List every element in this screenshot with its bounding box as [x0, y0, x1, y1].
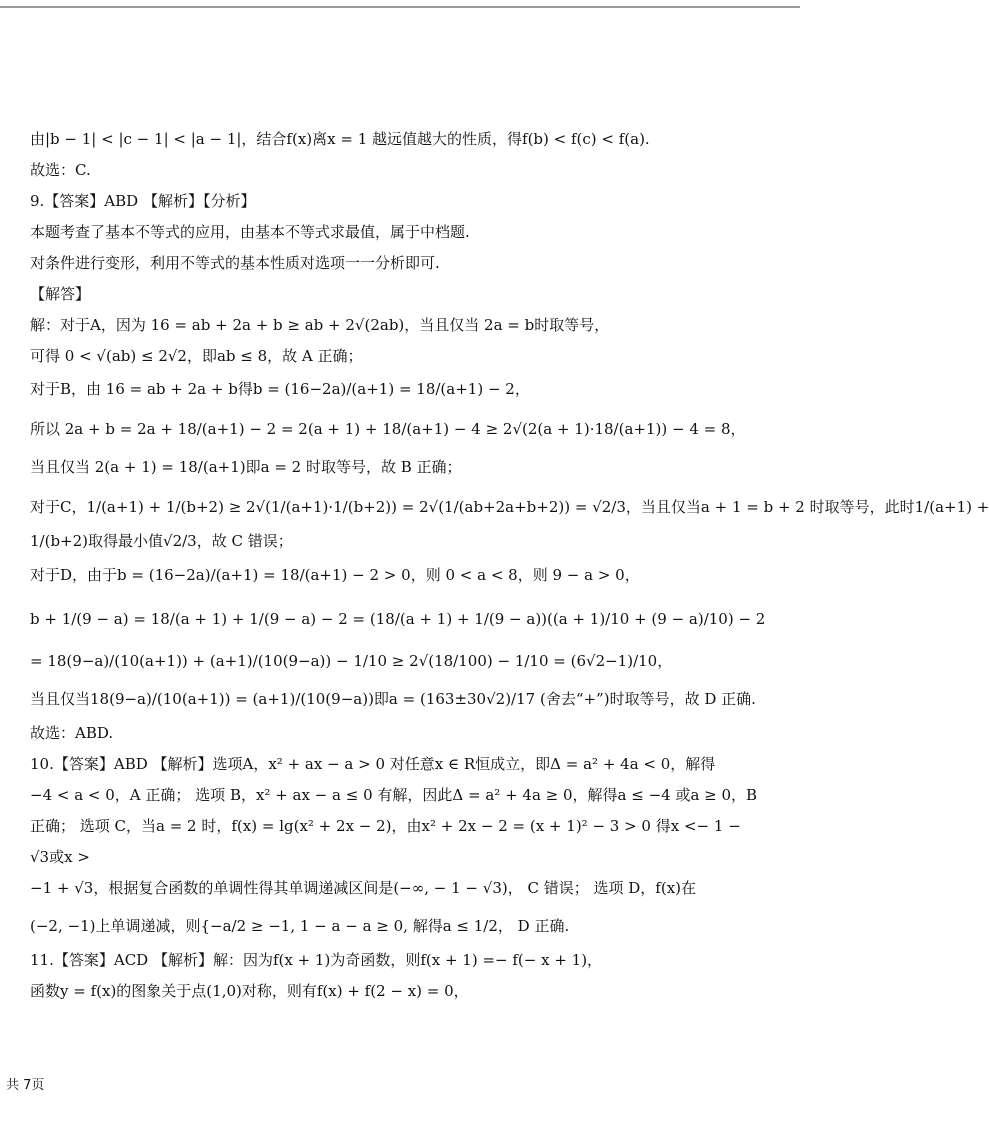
text-line: 10.【答案】ABD 【解析】选项A，x² + ax − a > 0 对任意x ∈ R恒成立，即Δ = a² + 4a < 0，解得 [30, 755, 716, 773]
text-line: 解：对于A，因为 16 = ab + 2a + b ≥ ab + 2√(2ab)，当且仅当 2a = b时取等号， [30, 316, 610, 334]
text-line: 故选：C. [30, 161, 91, 179]
text-line: 9.【答案】ABD 【解析】【分析】 [30, 192, 256, 210]
text-line: 1/(b+2)取得最小值√2/3，故 C 错误； [30, 532, 293, 550]
text-line: 函数y = f(x)的图象关于点(1,0)对称，则有f(x) + f(2 − x) = 0， [30, 982, 469, 1000]
text-line: 当且仅当18(9−a)/(10(a+1)) = (a+1)/(10(9−a))即a = (163±30√2)/17 (舍去“+”)时取等号，故 D 正确. [30, 690, 756, 708]
text-line: 本题考查了基本不等式的应用，由基本不等式求最值，属于中档题. [30, 223, 470, 241]
text-line: 对于D，由于b = (16−2a)/(a+1) = 18/(a+1) − 2 > 0，则 0 < a < 8，则 9 − a > 0， [30, 566, 640, 584]
text-line: −1 + √3，根据复合函数的单调性得其单调递减区间是(−∞, − 1 − √3)， C 错误； 选项 D，f(x)在 [30, 879, 697, 897]
text-line: 对于B，由 16 = ab + 2a + b得b = (16−2a)/(a+1) = 18/(a+1) − 2， [30, 380, 530, 398]
text-line: −4 < a < 0，A 正确； 选项 B，x² + ax − a ≤ 0 有解，因此Δ = a² + 4a ≥ 0，解得a ≤ −4 或a ≥ 0，B [30, 786, 758, 804]
text-line: 11.【答案】ACD 【解析】解：因为f(x + 1)为奇函数，则f(x + 1) =− f(− x + 1)， [30, 951, 603, 969]
text-line: 对条件进行变形，利用不等式的基本性质对选项一一分析即可. [30, 254, 440, 272]
text-line: (−2, −1)上单调递减，则{−a/2 ≥ −1, 1 − a − a ≥ 0, 解得a ≤ 1/2， D 正确. [30, 917, 570, 935]
text-line: 对于C，1/(a+1) + 1/(b+2) ≥ 2√(1/(a+1)·1/(b+2)) = 2√(1/(ab+2a+b+2)) = √2/3，当且仅当a + 1 = b + 2 时取等号，此时1/(a+1) + [30, 498, 989, 516]
top-rule [0, 6, 800, 8]
text-line: 正确； 选项 C，当a = 2 时，f(x) = lg(x² + 2x − 2)，由x² + 2x − 2 = (x + 1)² − 3 > 0 得x <− 1 − [30, 817, 741, 835]
text-line: √3或x > [30, 848, 90, 866]
text-line: 可得 0 < √(ab) ≤ 2√2，即ab ≤ 8，故 A 正确； [30, 347, 363, 365]
text-line: b + 1/(9 − a) = 18/(a + 1) + 1/(9 − a) − 2 = (18/(a + 1) + 1/(9 − a))((a + 1)/10 + (9 − a)/10) − 2 [30, 610, 766, 628]
text-line: 所以 2a + b = 2a + 18/(a+1) − 2 = 2(a + 1) + 18/(a+1) − 4 ≥ 2√(2(a + 1)·18/(a+1)) − 4 = 8， [30, 420, 746, 438]
page-footer: 共 7页 [6, 1078, 45, 1093]
text-line: = 18(9−a)/(10(a+1)) + (a+1)/(10(9−a)) − 1/10 ≥ 2√(18/100) − 1/10 = (6√2−1)/10， [30, 652, 673, 670]
text-line: 【解答】 [30, 285, 91, 303]
text-line: 故选：ABD. [30, 724, 114, 742]
text-line: 当且仅当 2(a + 1) = 18/(a+1)即a = 2 时取等号，故 B 正确； [30, 458, 462, 476]
document-body [30, 128, 989, 1011]
text-line: 由|b − 1| < |c − 1| < |a − 1|，结合f(x)离x = 1 越远值越大的性质，得f(b) < f(c) < f(a). [30, 130, 650, 148]
